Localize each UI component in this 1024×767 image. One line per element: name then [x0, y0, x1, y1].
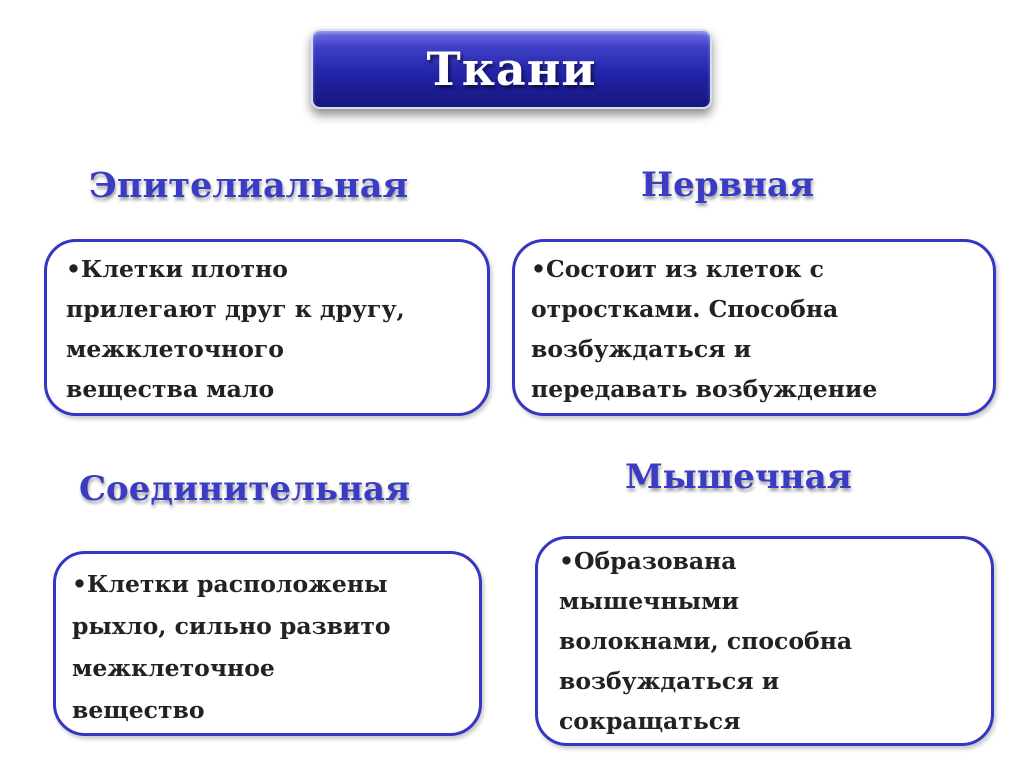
title-banner [311, 29, 712, 109]
description-connective: •Клетки расположены рыхло, сильно развито межклеточное вещество [72, 570, 391, 724]
description-muscular: •Образована мышечными волокнами, способна возбуждаться и сокращаться [559, 547, 853, 735]
description-nervous: •Состоит из клеток с отростками. Способна возбуждаться и передавать возбуждение [531, 255, 878, 403]
description-epithelial: •Клетки плотно прилегают друг к другу, межклеточного вещества мало [66, 255, 405, 403]
slide-title: Ткани [426, 42, 597, 96]
heading-muscular: Мышечная [625, 457, 852, 497]
heading-connective: Соединительная [79, 469, 411, 509]
heading-nervous: Нервная [641, 165, 815, 205]
heading-epithelial: Эпителиальная [89, 165, 409, 206]
